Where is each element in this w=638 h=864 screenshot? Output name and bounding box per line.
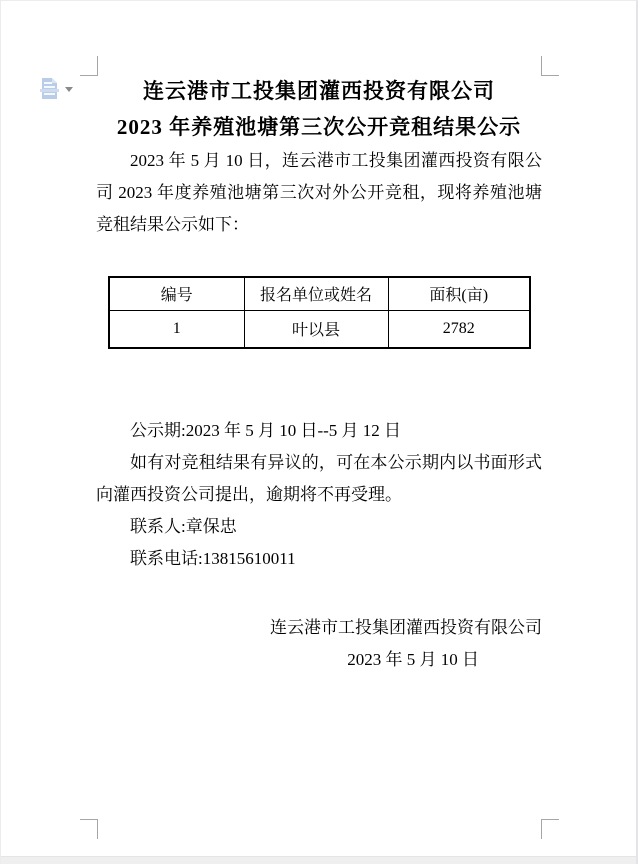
page-bottom-edge [1,856,636,864]
table-row [109,310,530,348]
paste-options-button[interactable] [39,77,73,100]
document-title-line1: 连云港市工投集团灌西投资有限公司 [143,79,495,103]
document-body [96,1,542,676]
margin-crop-mark-top-right [541,56,559,76]
margin-crop-mark-bottom-left [80,819,98,839]
header-number: 编号 [109,277,244,310]
cell-applicant: 叶以县 [244,310,388,348]
dropdown-arrow-icon [65,87,73,92]
objection-paragraph: 如有对竞租结果有异议的，可在本公示期内以书面形式向灌西投资公司提出，逾期将不再受理。 [96,453,542,504]
margin-crop-mark-bottom-right [541,819,559,839]
document-title-line2: 2023 年养殖池塘第三次公开竞租结果公示 [116,115,522,139]
intro-paragraph: 2023 年 5 月 10 日，连云港市工投集团灌西投资有限公司 2023 年度养殖池塘第三次对外公开竞租，现将养殖池塘竞租结果公示如下： [96,151,542,234]
contact-phone-line: 联系电话:13815610011 [130,549,296,568]
table-header-row [109,277,530,310]
header-applicant: 报名单位或姓名 [244,277,388,310]
publicity-period-line: 公示期:2023 年 5 月 10 日--5 月 12 日 [130,421,402,440]
document-icon [39,77,60,100]
signature-date: 2023 年 5 月 10 日 [347,650,479,669]
contact-person-line: 联系人:章保忠 [130,517,237,536]
signature-company: 连云港市工投集团灌西投资有限公司 [270,618,542,637]
cell-number: 1 [109,310,244,348]
cell-area: 2782 [388,310,530,348]
header-area: 面积(亩) [388,277,530,310]
results-table [108,276,531,349]
